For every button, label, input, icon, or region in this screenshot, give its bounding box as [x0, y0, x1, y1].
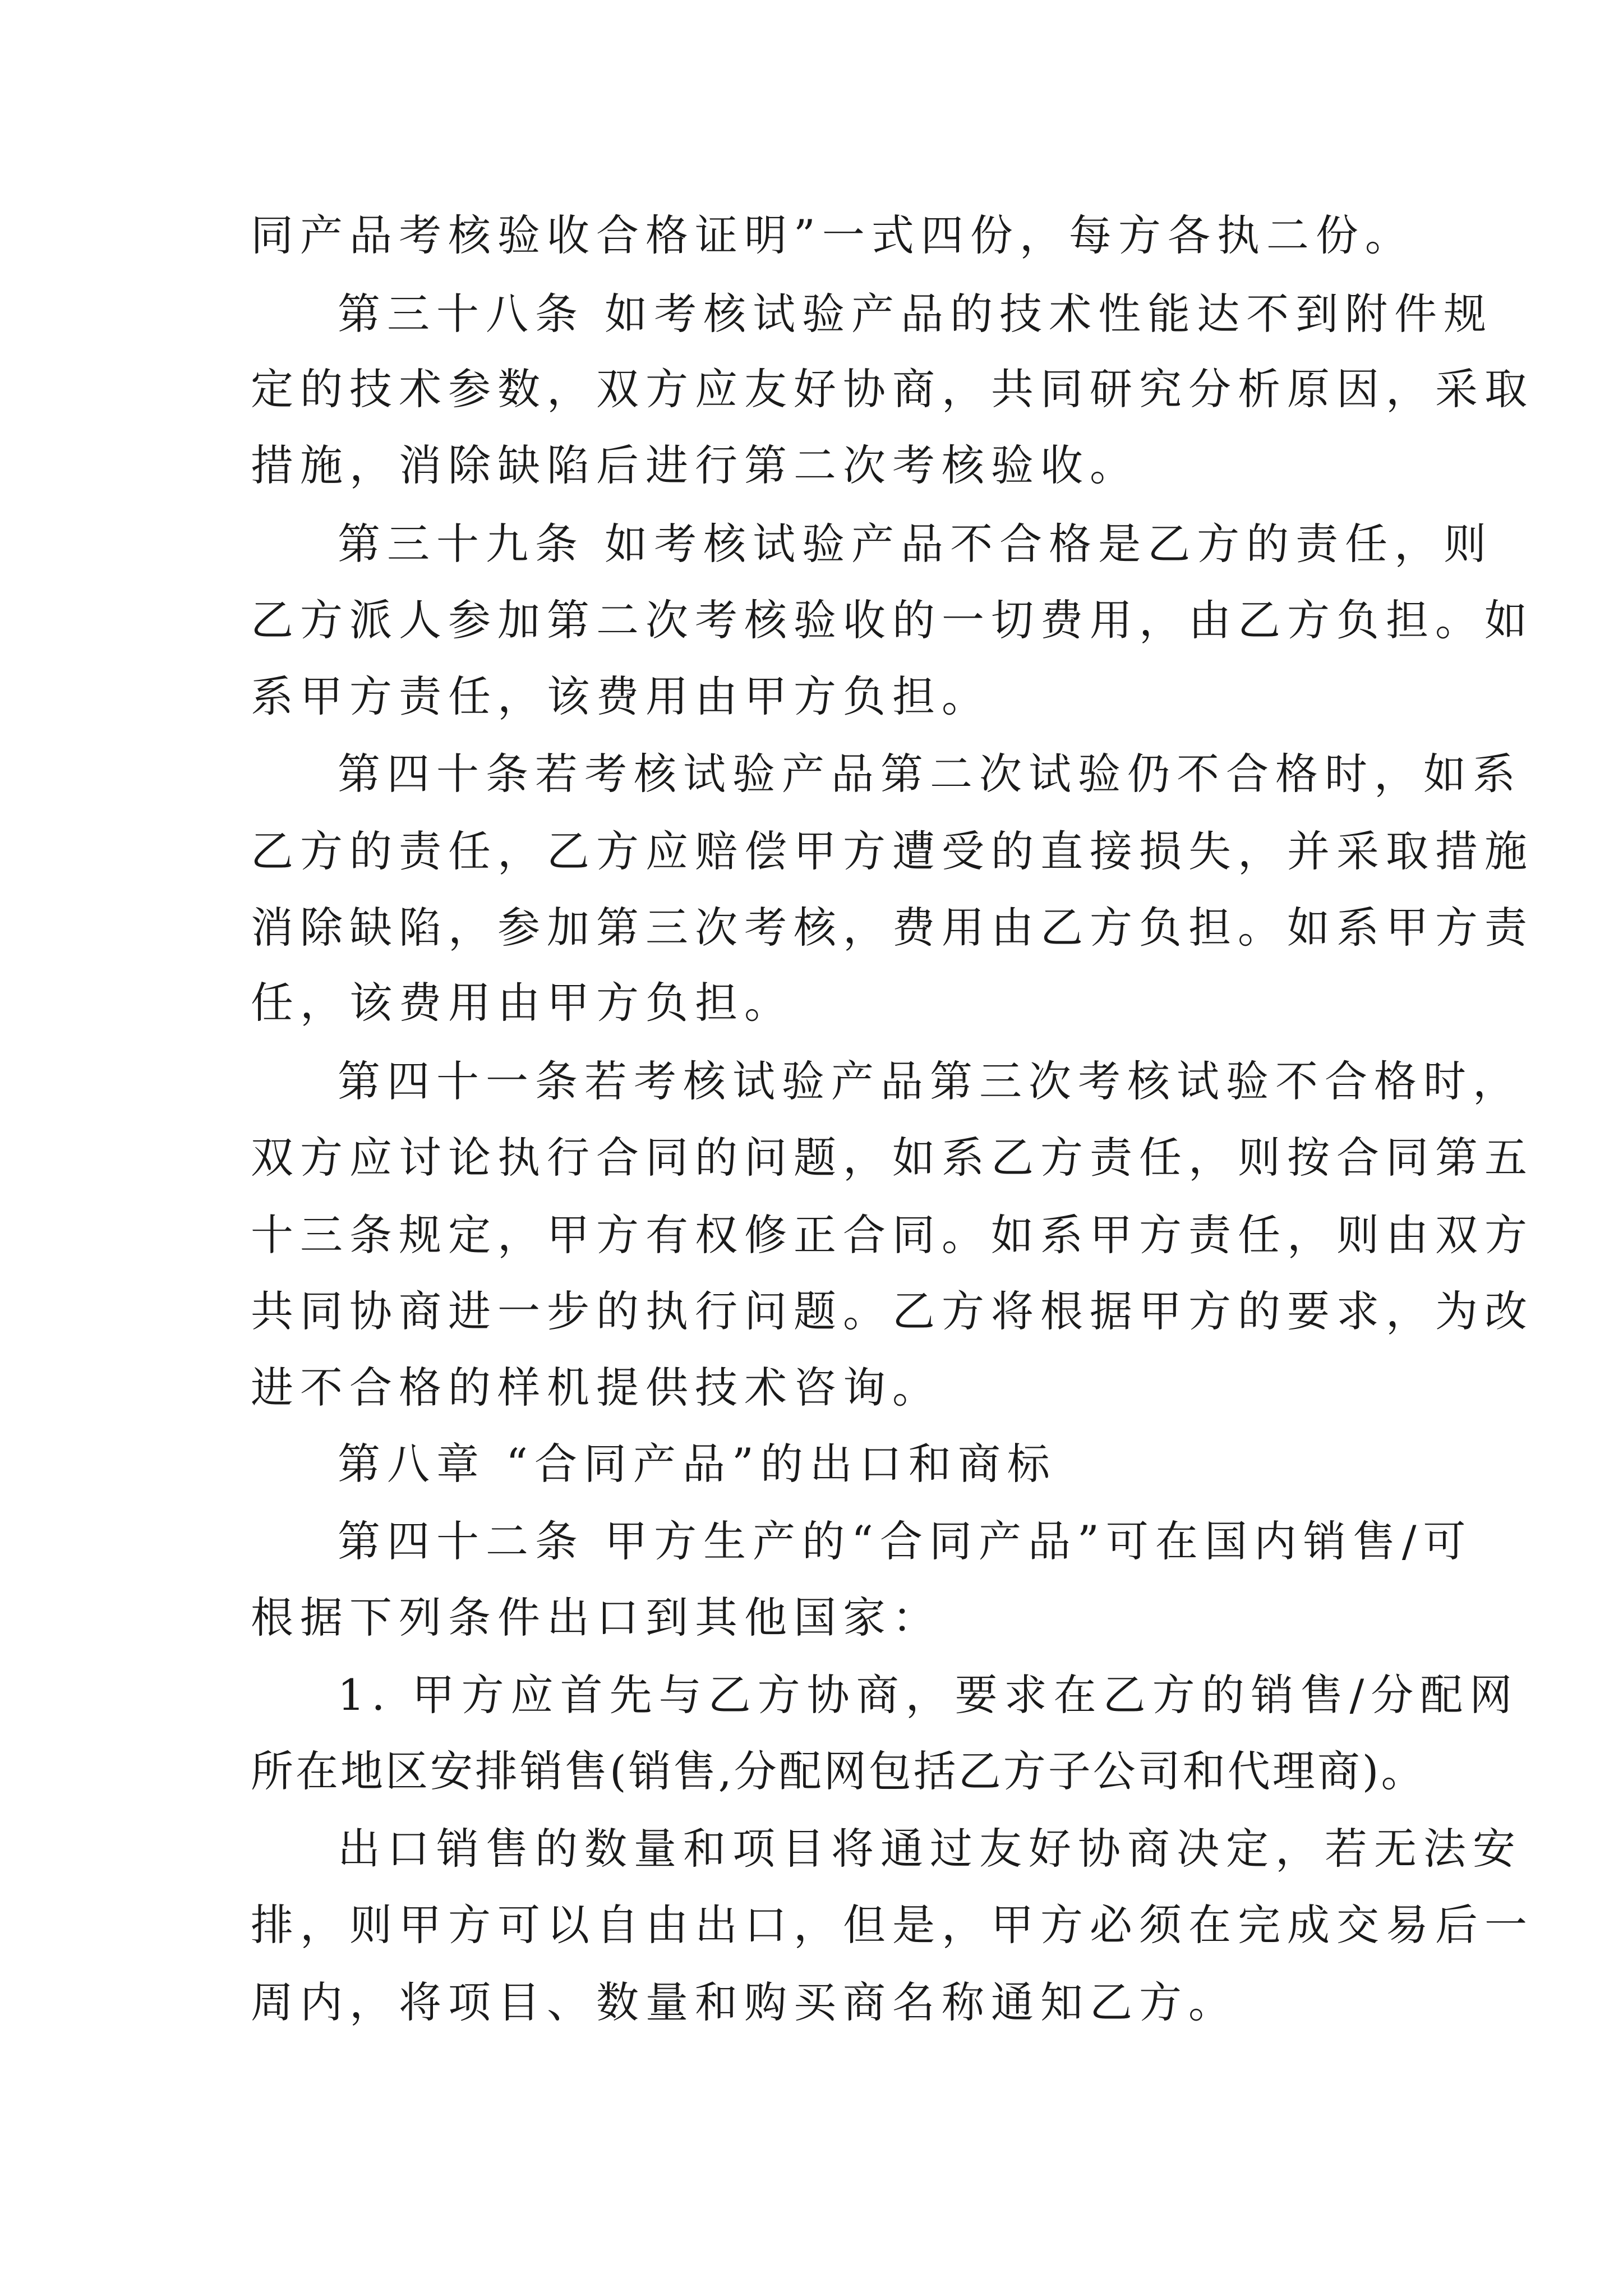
text-line: 进不合格的样机提供技术咨询。	[251, 1363, 942, 1412]
text-line: 排，则甲方可以自由出口，但是，甲方必须在完成交易后一	[251, 1900, 1534, 1950]
text-line: 第四十一条若考核试验产品第三次考核试验不合格时，	[338, 1056, 1522, 1106]
text-line: 乙方的责任，乙方应赔偿甲方遭受的直接损失，并采取措施	[251, 826, 1534, 876]
text-line: 措施，消除缺陷后进行第二次考核验收。	[251, 440, 1139, 490]
text-line: 第四十二条 甲方生产的“合同产品”可在国内销售/可	[338, 1516, 1473, 1566]
text-line: 所在地区安排销售(销售,分配网包括乙方子公司和代理商)。	[251, 1746, 1426, 1796]
chapter-heading: 第八章 “合同产品”的出口和商标	[338, 1439, 1057, 1489]
text-line: 第三十八条 如考核试验产品的技术性能达不到附件规	[338, 289, 1493, 339]
text-line: 周内，将项目、数量和购买商名称通知乙方。	[251, 1977, 1238, 2027]
text-line: 出口销售的数量和项目将通过友好协商决定，若无法安	[338, 1824, 1522, 1874]
text-line: 系甲方责任，该费用由甲方负担。	[251, 671, 991, 721]
text-line: 双方应讨论执行合同的问题，如系乙方责任，则按合同第五	[251, 1133, 1534, 1182]
text-line: 任，该费用由甲方负担。	[251, 978, 794, 1028]
text-line: 同产品考核验收合格证明”一式四份，每方各执二份。	[251, 210, 1414, 260]
text-line: 消除缺陷，参加第三次考核，费用由乙方负担。如系甲方责	[251, 903, 1534, 953]
text-line: 第四十条若考核试验产品第二次试验仍不合格时，如系	[338, 749, 1522, 799]
text-line: 乙方派人参加第二次考核验收的一切费用，由乙方负担。如	[251, 595, 1534, 645]
text-line: 定的技术参数，双方应友好协商，共同研究分析原因，采取	[251, 364, 1534, 414]
list-item: 1. 甲方应首先与乙方协商，要求在乙方的销售/分配网	[338, 1670, 1519, 1720]
text-line: 第三十九条 如考核试验产品不合格是乙方的责任，则	[338, 519, 1493, 569]
text-line: 根据下列条件出口到其他国家：	[251, 1593, 942, 1642]
text-line: 十三条规定，甲方有权修正合同。如系甲方责任，则由双方	[251, 1210, 1534, 1260]
text-line: 共同协商进一步的执行问题。乙方将根据甲方的要求，为改	[251, 1286, 1534, 1336]
